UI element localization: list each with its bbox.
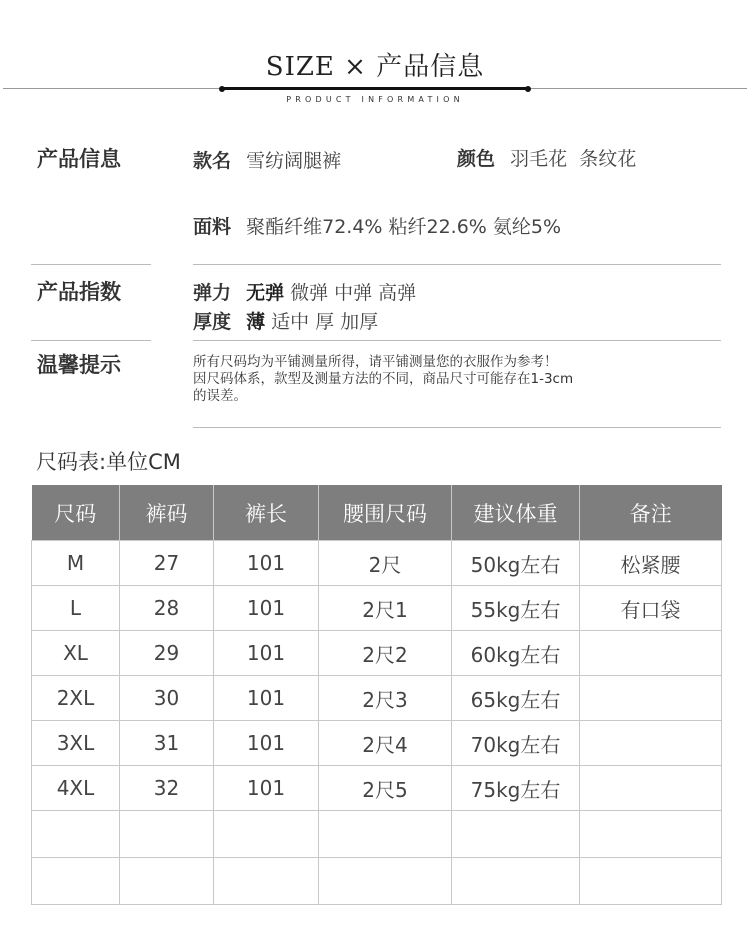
table-row [32, 541, 722, 586]
table-cell: 101 [214, 586, 319, 631]
thickness-option: 加厚 [340, 311, 379, 333]
thickness-option: 适中 [271, 311, 310, 333]
header-accent-bar [222, 87, 528, 90]
fabric-label: 面料 [193, 216, 232, 238]
header-cell: 建议体重 [452, 485, 580, 541]
table-row [32, 766, 722, 811]
elasticity-label: 弹力 [193, 282, 232, 304]
table-cell: XL [32, 631, 120, 676]
empty-table-row [32, 811, 722, 858]
table-cell: 2尺5 [319, 766, 452, 811]
header-cell: 尺码 [32, 485, 120, 541]
table-cell: 2尺3 [319, 676, 452, 721]
table-cell: 32 [120, 766, 214, 811]
table-cell: 2尺 [319, 541, 452, 586]
table-cell: 2尺2 [319, 631, 452, 676]
elasticity-options [246, 282, 422, 304]
table-cell [214, 858, 319, 905]
section-divider-left-2 [31, 340, 151, 341]
table-cell [580, 858, 722, 905]
size-table-header [32, 485, 722, 541]
table-row [32, 586, 722, 631]
table-cell: 2XL [32, 676, 120, 721]
section-divider-left-1 [31, 264, 151, 265]
table-cell [452, 811, 580, 858]
table-cell: M [32, 541, 120, 586]
name-label: 款名 [193, 150, 232, 172]
fabric-value: 聚酯纤维72.4% 粘纤22.6% 氨纶5% [246, 216, 562, 238]
table-cell [214, 811, 319, 858]
table-cell: 101 [214, 631, 319, 676]
elasticity-row [193, 278, 422, 305]
size-table [31, 485, 722, 905]
table-cell: 27 [120, 541, 214, 586]
name-row [193, 146, 341, 173]
table-cell [580, 721, 722, 766]
table-cell: 70kg左右 [452, 721, 580, 766]
tips-line: 因尺码体系，款型及测量方法的不同，商品尺寸可能存在1-3cm [193, 371, 574, 387]
table-cell [32, 858, 120, 905]
table-cell: 有口袋 [580, 586, 722, 631]
header-subtitle: PRODUCT INFORMATION [286, 95, 464, 104]
table-cell [580, 676, 722, 721]
table-cell [120, 811, 214, 858]
tips-title: 温馨提示 [37, 353, 121, 377]
table-cell: 101 [214, 766, 319, 811]
tips-text [193, 354, 713, 405]
product-index-title: 产品指数 [37, 280, 121, 304]
thickness-label: 厚度 [193, 311, 232, 333]
table-cell: 4XL [32, 766, 120, 811]
table-cell [452, 858, 580, 905]
table-cell: L [32, 586, 120, 631]
table-cell: 60kg左右 [452, 631, 580, 676]
header-cell: 腰围尺码 [319, 485, 452, 541]
elasticity-option: 中弹 [334, 282, 373, 304]
table-cell [319, 811, 452, 858]
table-cell: 29 [120, 631, 214, 676]
color-row [457, 144, 636, 171]
table-cell: 55kg左右 [452, 586, 580, 631]
size-table-title: 尺码表:单位CM [36, 450, 181, 474]
table-row [32, 676, 722, 721]
table-cell: 28 [120, 586, 214, 631]
thickness-options [246, 311, 384, 333]
table-row [32, 721, 722, 766]
table-cell: 2尺1 [319, 586, 452, 631]
table-cell [580, 631, 722, 676]
header-right-dot [525, 86, 531, 92]
section-divider-right-3 [193, 427, 721, 428]
tips-line: 所有尺码均为平铺测量所得，请平铺测量您的衣服作为参考！ [193, 354, 558, 370]
fabric-row [193, 212, 561, 239]
name-value: 雪纺阔腿裤 [246, 150, 342, 172]
table-cell: 101 [214, 721, 319, 766]
header-cell: 裤长 [214, 485, 319, 541]
color-value: 羽毛花 条纹花 [510, 148, 637, 170]
elasticity-option: 高弹 [378, 282, 417, 304]
thickness-option: 薄 [246, 311, 266, 333]
table-cell: 50kg左右 [452, 541, 580, 586]
section-divider-right-2 [193, 340, 721, 341]
table-cell: 75kg左右 [452, 766, 580, 811]
thickness-row [193, 307, 384, 334]
table-cell [120, 858, 214, 905]
table-cell: 31 [120, 721, 214, 766]
table-cell [580, 766, 722, 811]
section-divider-right-1 [193, 264, 721, 265]
header-left-dot [219, 86, 225, 92]
elasticity-option: 微弹 [290, 282, 329, 304]
header-cell: 裤码 [120, 485, 214, 541]
table-cell: 101 [214, 676, 319, 721]
table-row [32, 631, 722, 676]
thickness-option: 厚 [315, 311, 335, 333]
header-title: SIZE × 产品信息 [265, 52, 485, 82]
empty-table-row [32, 858, 722, 905]
table-cell [580, 811, 722, 858]
header-cell: 备注 [580, 485, 722, 541]
table-cell: 松紧腰 [580, 541, 722, 586]
table-cell: 30 [120, 676, 214, 721]
table-cell [319, 858, 452, 905]
tips-line: 的误差。 [193, 388, 247, 404]
elasticity-option: 无弹 [246, 282, 285, 304]
table-cell: 2尺4 [319, 721, 452, 766]
color-label: 颜色 [457, 148, 496, 170]
size-table-body [32, 541, 722, 905]
table-cell: 65kg左右 [452, 676, 580, 721]
product-info-title: 产品信息 [37, 147, 121, 171]
table-cell [32, 811, 120, 858]
table-cell: 101 [214, 541, 319, 586]
table-cell: 3XL [32, 721, 120, 766]
